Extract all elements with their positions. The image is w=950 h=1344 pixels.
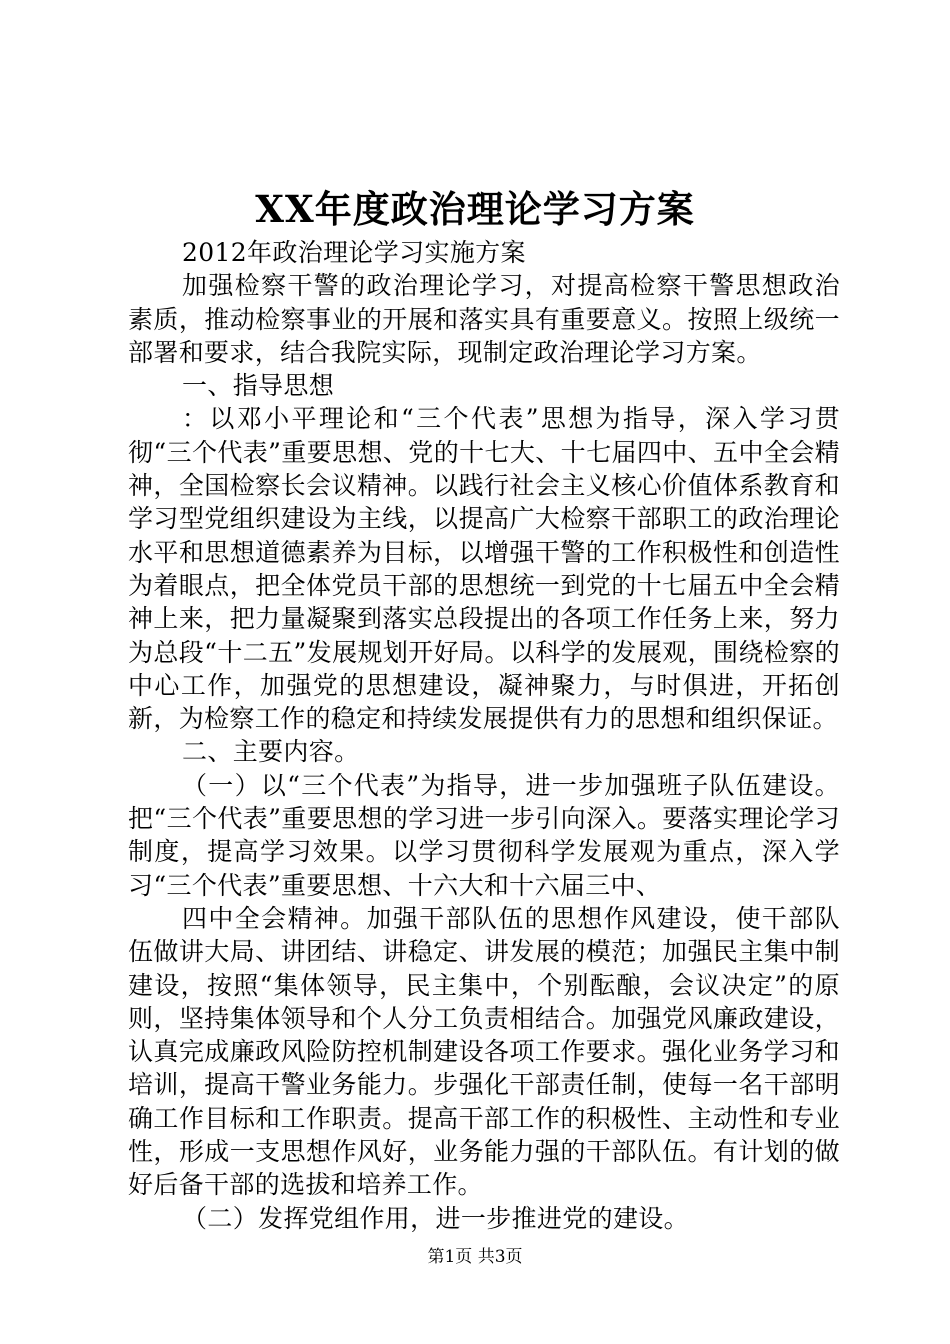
document-title: XX年度政治理论学习方案 bbox=[255, 187, 695, 231]
intro-paragraph: 加强检察干警的政治理论学习，对提高检察干警思想政治素质，推动检察事业的开展和落实具有重要意义。按照上级统一部署和要求，结合我院实际，现制定政治理论学习方案。 bbox=[128, 271, 840, 367]
page-footer: 第1页 共3页 bbox=[427, 1247, 523, 1267]
document-body bbox=[128, 236, 840, 1235]
subtitle-paragraph: 2012年政治理论学习实施方案 bbox=[182, 238, 526, 267]
main-content-item-2-paragraph: （二）发挥党组作用，进一步推进党的建设。 bbox=[182, 1203, 690, 1233]
section-heading-guiding-ideology: 一、指导思想 bbox=[182, 371, 335, 401]
guiding-ideology-paragraph: ：以邓小平理论和“三个代表”思想为指导，深入学习贯彻“三个代表”重要思想、党的十七大、十七届四中、五中全会精神，全国检察长会议精神。以践行社会主义核心价值体系教育和学习型党组织建设为主线，以提高广大检察干部职工的政治理论水平和思想道德素养为目标，以增强干警的工作积极性和创造性为着眼点，把全体党员干部的思想统一到党的十七届五中全会精神上来，把力量凝聚到落实总段提出的各项工作任务上来，努力为总段“十二五”发展规划开好局。以科学的发展观，围绕检察的中心工作，加强党的思想建设，凝神聚力，与时俱进，开拓创新，为检察工作的稳定和持续发展提供有力的思想和组织保证。 bbox=[128, 404, 840, 734]
section-heading-main-content: 二、主要内容。 bbox=[182, 737, 360, 767]
main-content-item-1-paragraph: （一）以“三个代表”为指导，进一步加强班子队伍建设。把“三个代表”重要思想的学习进一步引向深入。要落实理论学习制度，提高学习效果。以学习贯彻科学发展观为重点，深入学习“三个代表”重要思想、十六大和十六届三中、 bbox=[128, 770, 840, 900]
main-content-continuation-paragraph: 四中全会精神。加强干部队伍的思想作风建设，使干部队伍做讲大局、讲团结、讲稳定、讲发展的模范；加强民主集中制建设，按照“集体领导，民主集中，个别酝酿，会议决定”的原则，坚持集体领导和个人分工负责相结合。加强党风廉政建设，认真完成廉政风险防控机制建设各项工作要求。强化业务学习和培训，提高干警业务能力。步强化干部责任制，使每一名干部明确工作目标和工作职责。提高干部工作的积极性、主动性和专业性，形成一支思想作风好，业务能力强的干部队伍。有计划的做好后备干部的选拔和培养工作。 bbox=[128, 903, 840, 1200]
